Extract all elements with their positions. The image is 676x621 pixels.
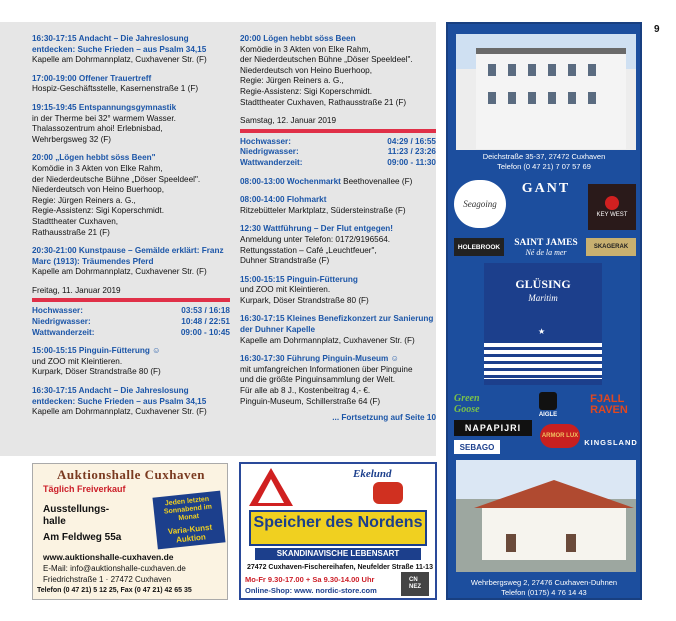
events-column-2 xyxy=(240,34,436,424)
speicher-banner xyxy=(249,510,427,546)
event-description: und ZOO mit Kleintieren. Kurpark, Döser Strandstraße 80 (F) xyxy=(32,356,161,377)
auction-name-text: Varia-Kunst Auktion xyxy=(167,522,213,544)
event-item xyxy=(240,224,436,266)
tide-row xyxy=(240,158,436,169)
event-title: 20:30-21:00 Kunstpause – Gemälde erklärt: Franz Marc (1913): Träumendes Pferd xyxy=(32,246,224,266)
event-item xyxy=(240,34,436,108)
tide-row xyxy=(240,147,436,158)
event-item xyxy=(240,195,436,216)
speicher-slogan: SKANDINAVISCHE LEBENSART xyxy=(255,548,421,560)
tide-value: 03:53 / 16:18 xyxy=(181,306,230,316)
auktionshalle-subtitle: Täglich Freiverkauf xyxy=(43,484,126,494)
event-title: 15:00-15:15 Pinguin-Fütterung xyxy=(240,274,358,284)
event-item xyxy=(240,354,436,407)
tide-value: 09:00 - 10:45 xyxy=(180,327,230,337)
event-description: Kapelle am Dohrmannplatz, Cuxhavener Str. (F) xyxy=(240,335,415,345)
store-photo-deichstrasse xyxy=(456,34,636,150)
auktionshalle-email-link[interactable]: E-Mail: info@auktionshalle-cuxhaven.de xyxy=(43,564,186,573)
event-item xyxy=(240,177,436,188)
tide-value: 04:29 / 16:55 xyxy=(387,136,436,146)
tide-value: 09:00 - 11:30 xyxy=(387,157,436,167)
event-location-inline: Beethovenallee (F) xyxy=(340,176,413,186)
event-description: Kapelle am Dohrmannplatz, Cuxhavener Str. (F) xyxy=(32,407,207,417)
event-description: Ritzebütteler Marktplatz, Südersteinstraße (F) xyxy=(240,205,406,215)
event-item xyxy=(32,103,230,145)
event-title: 12:30 Wattführung – Der Flut entgegen! xyxy=(240,224,393,234)
event-item xyxy=(32,246,230,278)
event-title: 16:30-17:15 Kleines Benefizkonzert zur Sanierung der Duhner Kapelle xyxy=(240,314,434,335)
sebago-logo: SEBAGO xyxy=(454,440,500,454)
aigle-logo xyxy=(534,388,562,422)
stripes-decoration xyxy=(484,343,602,379)
auktionshalle-street: Friedrichstraße 1 · 27472 Cuxhaven xyxy=(43,575,172,584)
store-photo-wehrbergsweg xyxy=(456,460,636,572)
event-title: 16:30-17:30 Führung Pinguin-Museum ☺ xyxy=(240,354,399,364)
event-description: Komödie in 3 Akten von Elke Rahm, der Niederdeutsche Bühne „Döser Speeldeel". Niederdeutsch von Heino Buerhoop, Regie: Jürgen Reiners a. G., Regie-Assistenz: Sigi Koperschmidt. Stadttheater Cuxhaven, Rathausstraße 21 (F) xyxy=(32,163,201,237)
continuation-note: ... Fortsetzung auf Seite 10 xyxy=(332,413,436,423)
red-divider xyxy=(240,129,436,133)
event-description: in der Therme bei 32° warmem Wasser. Thalassozentrum ahoi! Erlebnisbad, Wehrbergsweg 32 (F) xyxy=(32,113,176,144)
event-description: Anmeldung unter Telefon: 0172/9196564. Rettungsstation – Café „Leuchtfeuer", Duhner Strandstraße (F) xyxy=(240,234,391,266)
event-title: 08:00-14:00 Flohmarkt xyxy=(240,195,327,205)
events-column-1 xyxy=(32,34,230,426)
event-title: 19:15-19:45 Entspannungsgymnastik xyxy=(32,102,177,112)
tide-row xyxy=(240,137,436,148)
auktionshalle-address: Am Feldweg 55a xyxy=(43,532,122,543)
event-item xyxy=(32,153,230,238)
event-title: 15:00-15:15 Pinguin-Fütterung ☺ xyxy=(32,346,161,356)
glusing-maritim-logo xyxy=(484,263,602,385)
event-title: 16:30-17:15 Andacht – Die Jahreslosung entdecken: Suche Frieden – aus Psalm 34,15 xyxy=(32,34,207,54)
auktionshalle-ad[interactable] xyxy=(32,463,228,600)
day-header-saturday: Samstag, 12. Januar 2019 xyxy=(240,116,337,126)
event-item xyxy=(32,386,230,418)
event-item xyxy=(240,314,436,346)
auction-date-box xyxy=(152,491,225,550)
tide-label: Niedrigwasser: xyxy=(32,317,91,327)
saint-james-tagline: Né de la mer xyxy=(525,247,567,257)
speicher-address: 27472 Cuxhaven-Fischereihafen, Neufelder Straße 11-13 xyxy=(247,564,433,571)
speicher-des-nordens-ad[interactable] xyxy=(239,462,437,600)
kingsland-logo: KINGSLAND xyxy=(584,437,638,447)
event-description: mit umfangreichen Informationen über Pinguine und die größte Pinguinsammlung der Welt. Für alle ab 8 J., Kostenbeitrag 4,- €. Pinguin-Museum, Schillerstraße 64 (F) xyxy=(240,364,413,406)
store-caption-1: Deichstraße 35-37, 27472 Cuxhaven Telefon (0 47 21) 7 07 57 69 xyxy=(482,152,606,171)
cn-nez-badge: CN NEZ xyxy=(401,572,429,596)
auction-date-text: Jeden letzten Sonnabend im Monat xyxy=(163,495,213,522)
holebrook-logo: HOLEBROOK xyxy=(454,238,504,256)
dala-horse-icon xyxy=(373,482,403,504)
event-title: 16:30-17:15 Andacht – Die Jahreslosung entdecken: Suche Frieden – aus Psalm 34,15 xyxy=(32,386,207,406)
seagoing-logo: Seagoing xyxy=(454,180,506,228)
auktionshalle-hall: Ausstellungs- halle xyxy=(43,504,110,527)
tide-row xyxy=(32,317,230,328)
day-header-friday: Freitag, 11. Januar 2019 xyxy=(32,285,121,295)
gant-logo: GANT xyxy=(521,181,571,196)
napapijri-logo: NAPAPIJRI xyxy=(454,420,532,436)
aigle-label: AIGLE xyxy=(538,412,558,418)
event-title xyxy=(240,177,436,188)
tide-label: Niedrigwasser: xyxy=(240,147,299,157)
fjallraven-logo: FJALL RAVEN xyxy=(590,393,628,416)
tide-label: Hochwasser: xyxy=(240,136,291,146)
tide-label: Hochwasser: xyxy=(32,306,83,316)
red-divider xyxy=(32,298,230,302)
event-title: 20:00 „Lögen hebbt söss Been" xyxy=(32,153,156,163)
tide-value: 11:23 / 23:26 xyxy=(387,147,436,157)
saint-james-label: SAINT JAMES xyxy=(514,237,578,248)
event-title: 20:00 Lögen hebbt söss Been xyxy=(240,34,356,43)
tide-label: Wattwanderzeit: xyxy=(240,157,303,167)
auktionshalle-title: Auktionshalle Cuxhaven xyxy=(57,467,205,482)
keywest-label: KEY WEST xyxy=(596,212,628,218)
speicher-hours: Mo-Fr 9.30-17.00 + Sa 9.30-14.00 Uhr xyxy=(245,575,375,584)
armor-lux-logo: ARMOR LUX xyxy=(540,424,580,448)
skagerak-logo: SKAGERAK xyxy=(586,238,636,256)
page-number: 9 xyxy=(654,24,660,35)
tide-row xyxy=(32,306,230,317)
green-goose-logo: Green Goose xyxy=(454,393,480,415)
saint-james-logo xyxy=(508,196,584,260)
event-item xyxy=(32,346,230,378)
event-description: Kapelle am Dohrmannplatz, Cuxhavener Str. (F) xyxy=(32,267,207,277)
auktionshalle-phone: Telefon (0 47 21) 5 12 25, Fax (0 47 21) 42 65 35 xyxy=(37,587,192,594)
speicher-name: Speicher des Nordens xyxy=(253,514,423,531)
tide-label: Wattwanderzeit: xyxy=(32,327,95,337)
speicher-shop-link[interactable]: Online-Shop: www. nordic-store.com xyxy=(245,586,377,595)
store-caption-2: Wehrbergsweg 2, 27476 Cuxhaven-Duhnen Telefon (0175) 4 76 14 43 xyxy=(470,578,618,597)
event-description: und ZOO mit Kleintieren. Kurpark, Döser Strandstraße 80 (F) xyxy=(240,285,369,305)
tide-value: 10:48 / 22:51 xyxy=(181,317,230,327)
event-item xyxy=(32,74,230,95)
event-description: Hospiz-Geschäftsstelle, Kasernenstraße 1 (F) xyxy=(32,84,199,94)
event-title: 17:00-19:00 Offener Trauertreff xyxy=(32,73,152,83)
event-item xyxy=(240,275,436,307)
event-description: Komödie in 3 Akten von Elke Rahm, der Niederdeutschen Bühne „Döser Speeldeel". Niederdeutsch von Heino Buerhoop, Regie: Jürgen Reiners a. G., Regie-Assistenz: Sigi Koperschmidt. Stadttheater Cuxhaven, Rathausstraße 21 (F) xyxy=(240,44,413,107)
glusing-sub: Maritim xyxy=(528,293,558,303)
auktionshalle-website-link[interactable]: www.auktionshalle-cuxhaven.de xyxy=(43,552,174,562)
ekelund-logo: Ekelund xyxy=(353,468,392,480)
event-title-text: 08:00-13:00 Wochenmarkt xyxy=(240,176,341,186)
event-item xyxy=(32,34,230,66)
tide-row xyxy=(32,328,230,339)
star-icon: ★ xyxy=(538,327,546,336)
glusing-name: GLÜSING xyxy=(515,277,571,291)
event-description: Kapelle am Dohrmannplatz, Cuxhavener Str. (F) xyxy=(32,55,207,65)
keywest-logo xyxy=(588,184,636,230)
